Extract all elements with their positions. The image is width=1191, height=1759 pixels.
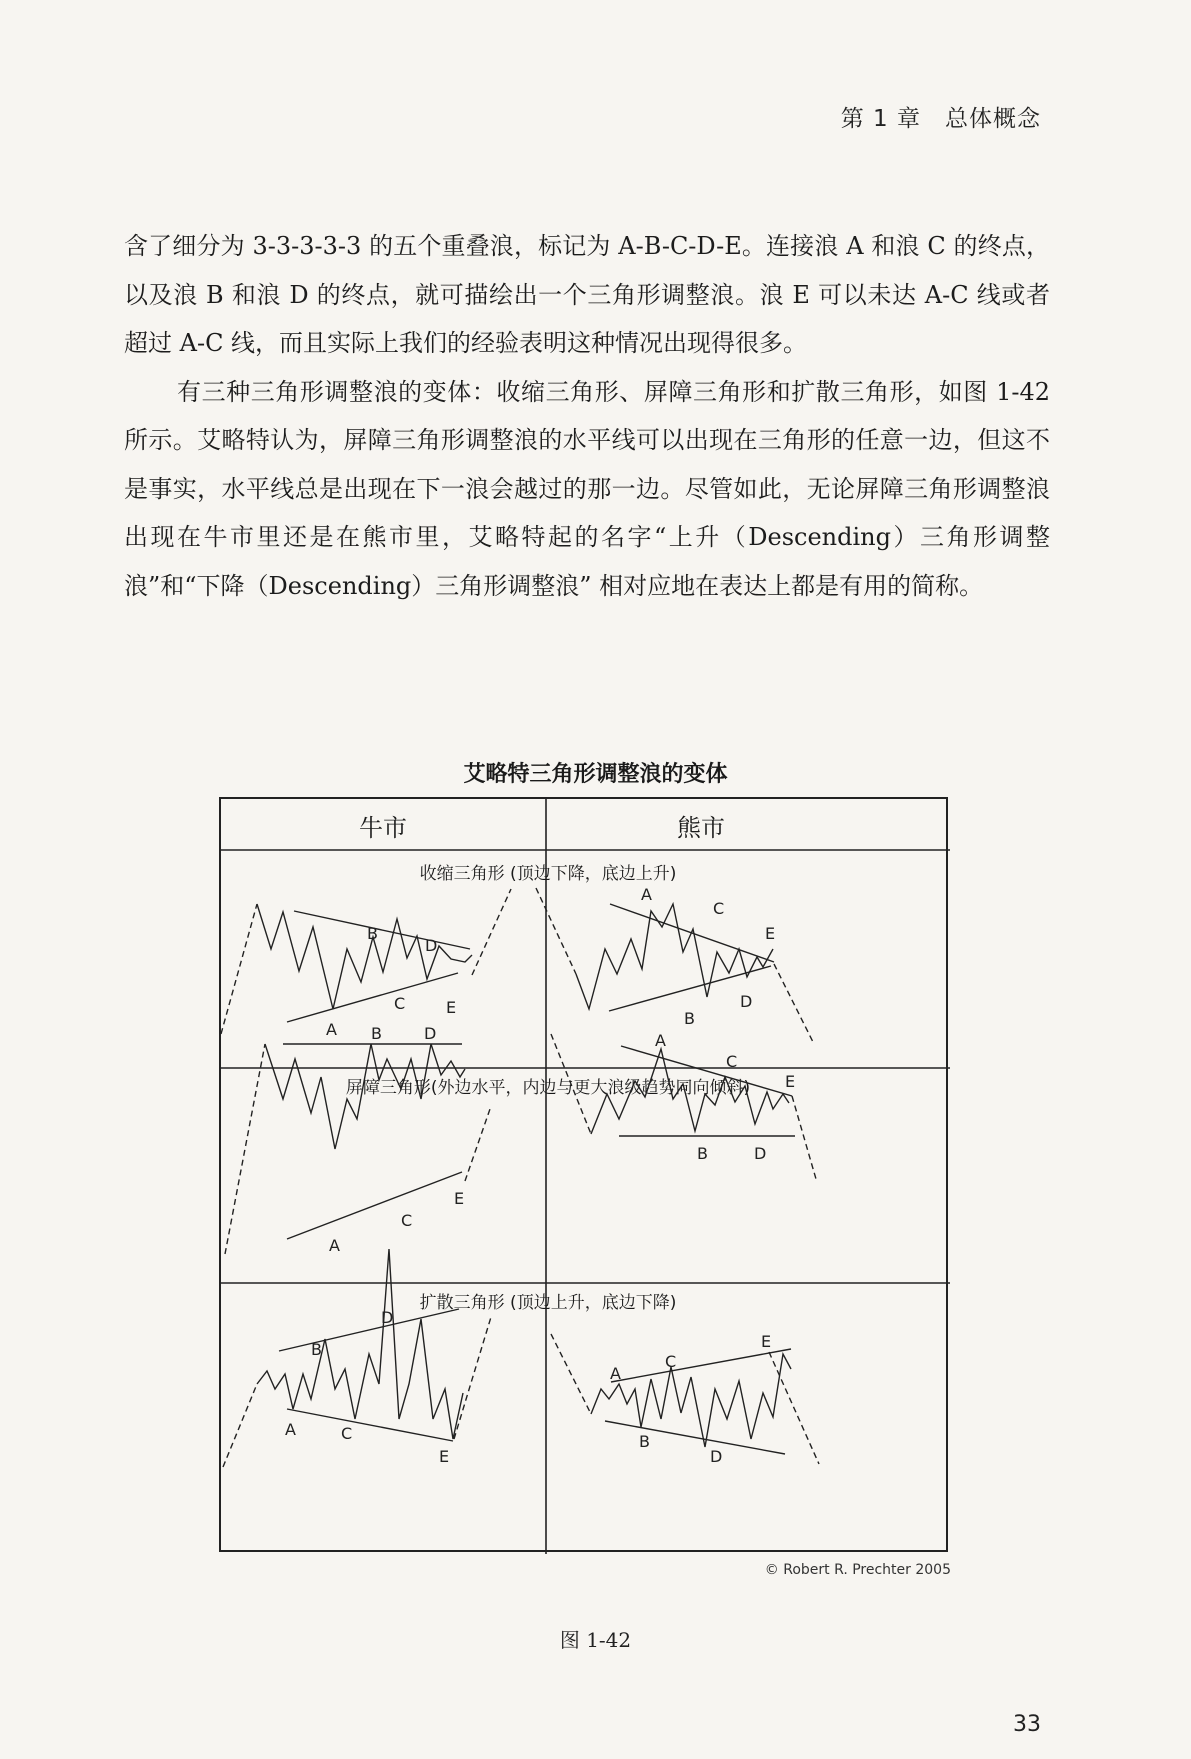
svg-text:B: B: [311, 1340, 322, 1359]
svg-text:A: A: [326, 1020, 337, 1039]
row-title-contracting: 收缩三角形 (顶边下降，底边上升): [419, 864, 677, 884]
svg-text:E: E: [765, 924, 776, 943]
column-bear: 熊市: [677, 814, 725, 842]
figure-title: 艾略特三角形调整浪的变体: [463, 762, 728, 787]
svg-text:B: B: [367, 924, 378, 943]
triangle-figure: [219, 797, 948, 1552]
svg-text:A: A: [285, 1420, 296, 1439]
bull-expanding-pattern: [223, 1249, 491, 1467]
svg-text:C: C: [713, 899, 725, 918]
figure-caption: 图 1-42: [559, 1628, 632, 1652]
svg-text:E: E: [761, 1332, 772, 1351]
bear-barrier-pattern: [551, 1034, 816, 1179]
svg-text:C: C: [665, 1352, 677, 1371]
row-title-barrier: 屏障三角形(外边水平，内边与更大浪级趋势同向倾斜): [345, 1078, 751, 1098]
paragraph-1: 含了细分为 3-3-3-3-3 的五个重叠浪，标记为 A-B-C-D-E。连接浪 A 和浪 C 的终点，以及浪 B 和浪 D 的终点，就可描绘出一个三角形调整浪。浪 E 可以未达 A-C 线或者超过 A-C 线，而且实际上我们的经验表明这种情况出现得很多。: [124, 232, 1050, 357]
paragraph-2: 有三种三角形调整浪的变体：收缩三角形、屏障三角形和扩散三角形，如图 1-42 所示。艾略特认为，屏障三角形调整浪的水平线可以出现在三角形的任意一边，但这不是事实，水平线总是出现在下一浪会越过的那一边。尽管如此，无论屏障三角形调整浪出现在牛市里还是在熊市里，艾略特起的名字“上升（Descending）三角形调整浪”和“下降（Descending）三角形调整浪” 相对应地在表达上都是有用的简称。: [124, 377, 1050, 600]
svg-text:D: D: [710, 1447, 723, 1466]
bull-contracting-pattern: [221, 889, 511, 1034]
svg-text:E: E: [454, 1189, 465, 1208]
triangle-diagram: [221, 799, 950, 1554]
svg-text:E: E: [439, 1447, 450, 1466]
svg-text:D: D: [424, 1024, 437, 1043]
bull-barrier-labels: [329, 1024, 464, 1255]
svg-text:A: A: [641, 885, 652, 904]
svg-text:A: A: [329, 1236, 340, 1255]
svg-text:B: B: [639, 1432, 650, 1451]
svg-text:C: C: [341, 1424, 353, 1443]
bear-expanding-pattern: [551, 1334, 819, 1464]
svg-text:B: B: [697, 1144, 708, 1163]
column-bull: 牛市: [359, 814, 407, 842]
bull-expanding-labels: [285, 1308, 449, 1466]
svg-text:C: C: [401, 1211, 413, 1230]
svg-text:D: D: [754, 1144, 767, 1163]
chapter-header: 第 1 章 总体概念: [840, 106, 1041, 132]
svg-text:E: E: [446, 998, 457, 1017]
svg-text:D: D: [425, 936, 438, 955]
bear-contracting-labels: [641, 885, 775, 1028]
body-text: [124, 222, 1050, 610]
svg-text:D: D: [381, 1308, 394, 1327]
svg-text:C: C: [394, 994, 406, 1013]
copyright-note: © Robert R. Prechter 2005: [764, 1562, 951, 1578]
svg-text:A: A: [655, 1031, 666, 1050]
page-number: 33: [1013, 1712, 1041, 1737]
bull-barrier-pattern: [225, 1044, 490, 1254]
svg-text:B: B: [684, 1009, 695, 1028]
bear-contracting-pattern: [536, 888, 814, 1044]
svg-text:B: B: [371, 1024, 382, 1043]
bear-expanding-labels: [610, 1332, 771, 1466]
svg-text:E: E: [785, 1072, 796, 1091]
row-title-expanding: 扩散三角形 (顶边上升，底边下降): [419, 1293, 677, 1313]
svg-text:A: A: [610, 1364, 621, 1383]
svg-text:D: D: [740, 992, 753, 1011]
svg-text:C: C: [726, 1052, 738, 1071]
